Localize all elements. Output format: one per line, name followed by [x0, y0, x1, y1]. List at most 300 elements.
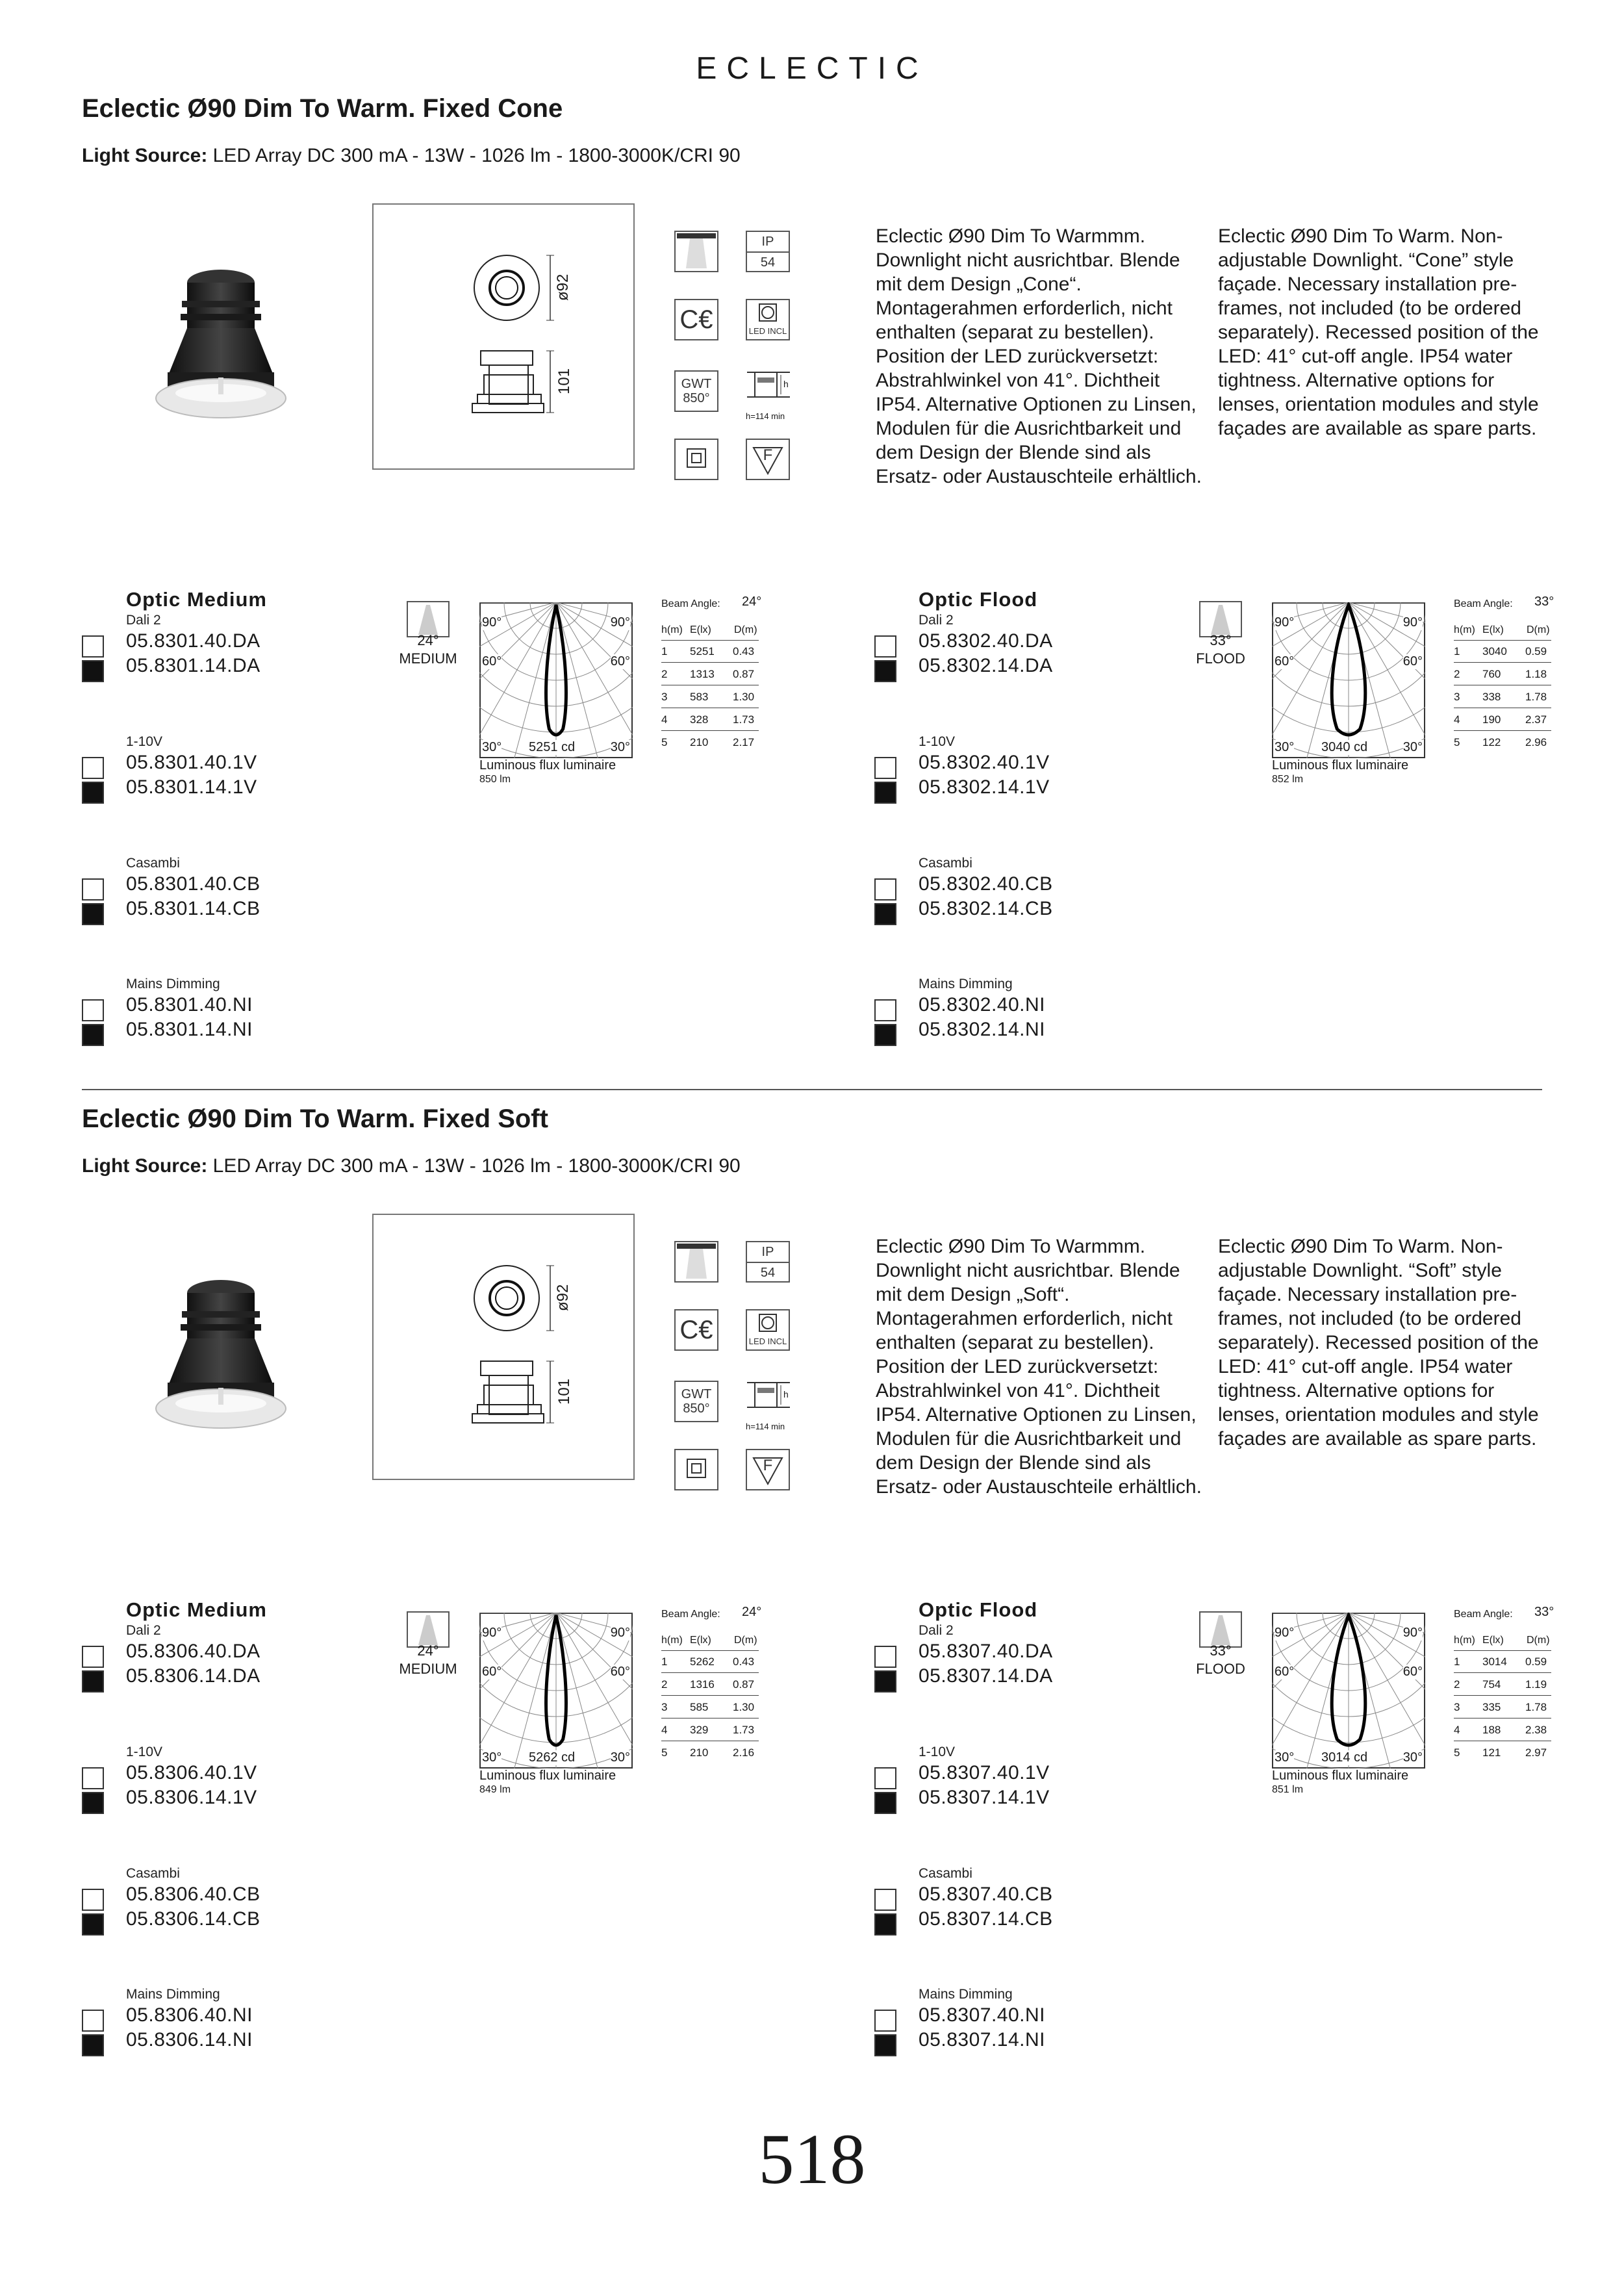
polar-label-90-right: 90° [1402, 1626, 1423, 1640]
ip-value: 54 [760, 1266, 776, 1280]
table-cell: 585 [690, 1701, 709, 1713]
class-ii-icon [674, 439, 718, 480]
beam-angle-label: Beam Angle: [1454, 1609, 1513, 1620]
white-finish-swatch [874, 1646, 896, 1668]
f-mark-text: F [763, 446, 773, 464]
ip-rating-icon [746, 1241, 790, 1283]
polar-max-intensity: 5262 cd [529, 1750, 576, 1765]
product-title: Eclectic Ø90 Dim To Warm. Fixed Cone [82, 94, 563, 123]
polar-label-90-right: 90° [610, 615, 630, 630]
luminous-flux-label: Luminous flux luminaire [479, 1769, 616, 1783]
table-row [1454, 1698, 1551, 1718]
article-code: 05.8306.14.1V [126, 1787, 257, 1808]
table-header [661, 620, 759, 641]
article-code: 05.8306.14.NI [126, 2029, 253, 2050]
brand-title: ECLECTIC [696, 51, 928, 86]
light-source [82, 145, 741, 167]
table-cell: 0.59 [1525, 645, 1547, 658]
polar-label-90-left: 90° [482, 615, 502, 630]
article-code: 05.8302.14.1V [919, 776, 1050, 798]
dimming-group-label: Dali 2 [919, 1623, 954, 1638]
black-finish-swatch [874, 1670, 896, 1693]
table-cell: 5 [661, 1746, 668, 1759]
white-finish-swatch [874, 1767, 896, 1789]
table-row [1454, 643, 1551, 663]
f-mark-icon [746, 439, 790, 480]
table-cell: 5 [1454, 736, 1460, 748]
table-header [1454, 1631, 1551, 1651]
table-cell: 338 [1482, 691, 1501, 703]
article-code: 05.8302.40.CB [919, 873, 1053, 895]
optic-block [82, 1598, 848, 2105]
table-cell: 2 [1454, 668, 1460, 680]
white-finish-swatch [82, 757, 104, 779]
dimming-group-label: 1-10V [126, 734, 163, 749]
f-mark-text: F [763, 1457, 773, 1474]
polar-max-intensity: 3014 cd [1321, 1750, 1368, 1765]
polar-max-intensity: 5251 cd [529, 740, 576, 754]
table-header [1454, 620, 1551, 641]
table-cell: 1 [1454, 645, 1460, 658]
article-code: 05.8307.14.NI [919, 2029, 1045, 2050]
optic-block [82, 588, 848, 1095]
beam-angle-label: Beam Angle: [661, 1609, 720, 1620]
table-cell: 329 [690, 1724, 709, 1736]
table-cell: 1.18 [1525, 668, 1547, 680]
polar-label-60-left: 60° [1275, 1665, 1295, 1679]
table-row [1454, 665, 1551, 685]
table-cell: 122 [1482, 736, 1501, 748]
article-code: 05.8306.40.1V [126, 1762, 257, 1783]
table-cell: 2.37 [1525, 713, 1547, 726]
polar-curve [479, 602, 633, 761]
table-header-cell: E(lx) [1482, 624, 1504, 635]
white-finish-swatch [82, 2010, 104, 2032]
table-header-cell: D(m) [1527, 624, 1550, 635]
table-cell: 2.96 [1525, 736, 1547, 748]
polar-curve [1272, 1613, 1425, 1772]
polar-label-90-left: 90° [482, 1626, 502, 1640]
table-cell: 0.59 [1525, 1655, 1547, 1668]
table-cell: 0.87 [733, 1678, 755, 1691]
table-row [661, 1721, 759, 1741]
luminous-flux-label: Luminous flux luminaire [1272, 758, 1409, 773]
article-code: 05.8302.40.DA [919, 630, 1053, 652]
section-divider [82, 1089, 1542, 1090]
table-row [661, 665, 759, 685]
table-row [661, 643, 759, 663]
beam-angle-label: Beam Angle: [661, 598, 720, 609]
recess-depth-h: h [783, 379, 789, 389]
table-cell: 3 [661, 691, 668, 703]
table-cell: 2 [661, 1678, 668, 1691]
luminous-flux-label: Luminous flux luminaire [1272, 1769, 1409, 1783]
class-ii-icon [674, 1449, 718, 1490]
table-cell: 3 [1454, 1701, 1460, 1713]
luminous-flux-value: 851 lm [1272, 1784, 1304, 1795]
dimension-drawing [372, 1214, 635, 1480]
dimming-group-label: Mains Dimming [126, 1987, 220, 2002]
light-source [82, 1155, 741, 1177]
article-code: 05.8302.14.DA [919, 655, 1053, 676]
table-row [661, 711, 759, 731]
recess-depth-icon [746, 1376, 791, 1425]
dimming-group-label: Mains Dimming [919, 1987, 1013, 2002]
luminous-flux-value: 852 lm [1272, 774, 1304, 785]
article-code: 05.8301.40.CB [126, 873, 260, 895]
optic-title: Optic Medium [126, 1598, 267, 1621]
article-code: 05.8307.40.NI [919, 2004, 1045, 2026]
article-code: 05.8301.14.1V [126, 776, 257, 798]
table-cell: 1.73 [733, 1724, 755, 1736]
polar-label-60-left: 60° [482, 654, 502, 669]
light-source-value: LED Array DC 300 mA - 13W - 1026 lm - 1800-3000K/CRI 90 [207, 145, 741, 166]
black-finish-swatch [82, 782, 104, 804]
table-row [1454, 1744, 1551, 1763]
polar-label-60-right: 60° [610, 1665, 630, 1679]
beam-icon-angle: 33° [1210, 1642, 1232, 1659]
table-cell: 2 [1454, 1678, 1460, 1691]
table-cell: 5 [1454, 1746, 1460, 1759]
article-code: 05.8307.40.DA [919, 1641, 1053, 1662]
black-finish-swatch [82, 660, 104, 682]
recess-depth-h: h [783, 1389, 789, 1399]
article-code: 05.8307.40.CB [919, 1884, 1053, 1905]
table-cell: 0.43 [733, 645, 755, 658]
optic-block [874, 588, 1624, 1095]
table-header-cell: D(m) [734, 624, 757, 635]
table-cell: 1 [661, 1655, 668, 1668]
luminous-flux-value: 850 lm [479, 774, 511, 785]
description-german: Eclectic Ø90 Dim To Warmmm. Downlight nicht ausrichtbar. Blende mit dem Design „Soft“. Montagerahmen erforderlich, nicht enthalten (separat zu bestellen). Position der LED zurückversetzt: Abstrahlwinkel von 41°. Dichtheit IP54. Alternative Optionen zu Linsen, Modulen für die Ausrichtbarkeit und dem Design der Blende sind als Ersatz- oder Austauschteile erhältlich. [876, 1236, 1202, 1498]
description-german: Eclectic Ø90 Dim To Warmmm. Downlight nicht ausrichtbar. Blende mit dem Design „Cone“. Montagerahmen erforderlich, nicht enthalten (separat zu bestellen). Position der LED zurückversetzt: Abstrahlwinkel von 41°. Dichtheit IP54. Alternative Optionen zu Linsen, Modulen für die Ausrichtbarkeit und dem Design der Blende sind als Ersatz- oder Austauschteile erhältlich. [876, 225, 1202, 487]
polar-label-90-left: 90° [1275, 1626, 1295, 1640]
article-code: 05.8307.14.1V [919, 1787, 1050, 1808]
optics-row [0, 588, 1624, 1095]
table-cell: 583 [690, 691, 709, 703]
illuminance-table [661, 594, 765, 763]
table-header [661, 1631, 759, 1651]
beam-angle-value: 24° [742, 1605, 762, 1619]
dimming-group-label: 1-10V [919, 1744, 956, 1759]
article-code: 05.8307.14.CB [919, 1908, 1053, 1930]
polar-label-60-left: 60° [482, 1665, 502, 1679]
luminous-flux-label: Luminous flux luminaire [479, 758, 616, 773]
drawing-front-view [374, 1215, 636, 1485]
table-cell: 210 [690, 736, 709, 748]
glow-wire-test-icon [674, 370, 718, 412]
illuminance-table [1454, 1605, 1558, 1774]
white-finish-swatch [874, 878, 896, 901]
table-cell: 121 [1482, 1746, 1501, 1759]
optic-block [874, 1598, 1624, 2105]
table-header-cell: D(m) [1527, 1635, 1550, 1646]
table-row [661, 1698, 759, 1718]
table-cell: 1.78 [1525, 1701, 1547, 1713]
article-code: 05.8301.14.CB [126, 898, 260, 919]
dimming-group-label: Mains Dimming [126, 977, 220, 991]
gwt-label: GWT [681, 1387, 712, 1401]
led-included-icon [746, 1309, 790, 1351]
table-cell: 0.87 [733, 668, 755, 680]
white-finish-swatch [82, 999, 104, 1021]
table-cell: 3 [661, 1701, 668, 1713]
beam-icon-label: FLOOD [1196, 1661, 1245, 1677]
led-included-text: LED INCL [748, 1336, 787, 1346]
certification-icons [674, 231, 798, 504]
dimming-group-label: Casambi [919, 1866, 972, 1881]
table-row [661, 734, 759, 753]
black-finish-swatch [82, 903, 104, 925]
polar-label-30-right: 30° [610, 1750, 630, 1765]
black-finish-swatch [874, 2034, 896, 2056]
recessed-icon [674, 1241, 718, 1283]
dimming-group-label: Casambi [919, 856, 972, 871]
black-finish-swatch [874, 903, 896, 925]
polar-label-30-right: 30° [1402, 740, 1423, 754]
table-cell: 2.38 [1525, 1724, 1547, 1736]
gwt-value: 850° [683, 391, 710, 405]
gwt-label: GWT [681, 377, 712, 391]
polar-light-distribution-chart [479, 602, 633, 758]
dimming-group-label: Casambi [126, 856, 180, 871]
table-cell: 1.30 [733, 691, 755, 703]
beam-icon-label: FLOOD [1196, 650, 1245, 667]
table-cell: 3040 [1482, 645, 1507, 658]
table-header-cell: h(m) [1454, 1635, 1475, 1646]
black-finish-swatch [874, 782, 896, 804]
table-cell: 1 [1454, 1655, 1460, 1668]
ip-rating-icon [746, 231, 790, 272]
table-cell: 335 [1482, 1701, 1501, 1713]
illuminance-table [661, 1605, 765, 1774]
article-code: 05.8307.14.DA [919, 1665, 1053, 1687]
beam-icon-angle: 24° [417, 632, 439, 648]
table-cell: 3014 [1482, 1655, 1507, 1668]
dimension-height: 101 [555, 1378, 573, 1405]
ip-label: IP [747, 1242, 789, 1263]
certification-icons [674, 1241, 798, 1514]
white-finish-swatch [874, 1889, 896, 1911]
polar-label-60-right: 60° [1402, 654, 1423, 669]
dimension-height: 101 [555, 368, 573, 394]
table-cell: 2.16 [733, 1746, 755, 1759]
polar-label-30-left: 30° [482, 1750, 502, 1765]
table-cell: 2 [661, 668, 668, 680]
black-finish-swatch [874, 1913, 896, 1935]
article-code: 05.8301.40.DA [126, 630, 260, 652]
f-mark-icon [746, 1449, 790, 1490]
ip-label: IP [747, 232, 789, 253]
table-row [1454, 711, 1551, 731]
led-included-text: LED INCL [748, 326, 787, 336]
table-cell: 328 [690, 713, 709, 726]
black-finish-swatch [874, 660, 896, 682]
dimming-group-label: Dali 2 [126, 1623, 161, 1638]
ip-value: 54 [760, 255, 776, 270]
recess-depth-label: h=114 min [746, 411, 785, 421]
polar-label-60-right: 60° [1402, 1665, 1423, 1679]
white-finish-swatch [874, 2010, 896, 2032]
product-section [0, 1105, 1624, 2118]
table-row [1454, 1721, 1551, 1741]
article-code: 05.8307.40.1V [919, 1762, 1050, 1783]
dimension-diameter: ø92 [554, 274, 572, 301]
polar-label-30-left: 30° [482, 740, 502, 754]
polar-label-30-right: 30° [610, 740, 630, 754]
recess-depth-icon [746, 366, 791, 415]
table-cell: 754 [1482, 1678, 1501, 1691]
table-cell: 4 [661, 713, 668, 726]
polar-label-90-left: 90° [1275, 615, 1295, 630]
black-finish-swatch [82, 1024, 104, 1046]
table-cell: 760 [1482, 668, 1501, 680]
light-source-label: Light Source: [82, 145, 208, 166]
polar-max-intensity: 3040 cd [1321, 740, 1368, 754]
white-finish-swatch [82, 1889, 104, 1911]
white-finish-swatch [82, 635, 104, 658]
table-cell: 4 [1454, 1724, 1460, 1736]
ce-mark-text: C€ [679, 305, 713, 334]
polar-label-90-right: 90° [610, 1626, 630, 1640]
recessed-icon [674, 231, 718, 272]
polar-label-30-left: 30° [1275, 740, 1295, 754]
table-cell: 4 [1454, 713, 1460, 726]
table-header-cell: h(m) [661, 1635, 683, 1646]
optics-row [0, 1598, 1624, 2105]
table-cell: 5 [661, 736, 668, 748]
beam-angle-value: 33° [1534, 1605, 1554, 1619]
description-english: Eclectic Ø90 Dim To Warm. Non-adjustable Downlight. “Soft” style façade. Necessary installation pre-frames, not included (to be ordered separately). Recessed position of the LED: 41° cut-off angle. IP54 water tightness. Alternative options for lenses, orientation modules and style façades are available as spare parts. [1218, 1236, 1539, 1450]
black-finish-swatch [874, 1024, 896, 1046]
black-finish-swatch [874, 1792, 896, 1814]
table-cell: 1.78 [1525, 691, 1547, 703]
beam-icon-angle: 33° [1210, 632, 1232, 648]
article-code: 05.8306.40.CB [126, 1884, 260, 1905]
dimming-group-label: Mains Dimming [919, 977, 1013, 991]
led-included-icon [746, 299, 790, 340]
dimming-group-label: Casambi [126, 1866, 180, 1881]
luminous-flux-value: 849 lm [479, 1784, 511, 1795]
black-finish-swatch [82, 1670, 104, 1693]
table-row [661, 1653, 759, 1673]
table-cell: 2.97 [1525, 1746, 1547, 1759]
table-row [661, 1676, 759, 1696]
page-number: 518 [758, 2119, 866, 2199]
polar-label-90-right: 90° [1402, 615, 1423, 630]
polar-light-distribution-chart [1272, 602, 1425, 758]
dimming-group-label: Dali 2 [919, 613, 954, 628]
table-cell: 1313 [690, 668, 715, 680]
table-header-cell: D(m) [734, 1635, 757, 1646]
article-code: 05.8301.14.NI [126, 1019, 253, 1040]
light-source-label: Light Source: [82, 1155, 208, 1177]
article-code: 05.8302.40.NI [919, 994, 1045, 1016]
ce-mark-icon [674, 299, 718, 340]
polar-curve [1272, 602, 1425, 761]
illuminance-table [1454, 594, 1558, 763]
article-code: 05.8301.40.1V [126, 752, 257, 773]
white-finish-swatch [82, 878, 104, 901]
table-cell: 3 [1454, 691, 1460, 703]
ce-mark-text: C€ [679, 1316, 713, 1344]
article-code: 05.8302.14.NI [919, 1019, 1045, 1040]
light-source-value: LED Array DC 300 mA - 13W - 1026 lm - 1800-3000K/CRI 90 [207, 1155, 741, 1177]
table-cell: 190 [1482, 713, 1501, 726]
table-row [1454, 734, 1551, 753]
article-code: 05.8302.14.CB [919, 898, 1053, 919]
product-section [0, 94, 1624, 1108]
optic-title: Optic Medium [126, 588, 267, 611]
article-code: 05.8306.40.NI [126, 2004, 253, 2026]
table-cell: 2.17 [733, 736, 755, 748]
polar-label-30-right: 30° [1402, 1750, 1423, 1765]
article-code: 05.8306.40.DA [126, 1641, 260, 1662]
polar-light-distribution-chart [479, 1613, 633, 1769]
beam-angle-value: 24° [742, 594, 762, 609]
white-finish-swatch [82, 1646, 104, 1668]
product-title: Eclectic Ø90 Dim To Warm. Fixed Soft [82, 1105, 548, 1133]
recess-depth-label: h=114 min [746, 1422, 785, 1431]
dimension-drawing [372, 203, 635, 470]
table-cell: 0.43 [733, 1655, 755, 1668]
table-row [1454, 1676, 1551, 1696]
table-row [661, 1744, 759, 1763]
black-finish-swatch [82, 1792, 104, 1814]
article-code: 05.8306.14.CB [126, 1908, 260, 1930]
drawing-front-view [374, 205, 636, 474]
article-code: 05.8302.40.1V [919, 752, 1050, 773]
beam-icon-angle: 24° [417, 1642, 439, 1659]
dimming-group-label: Dali 2 [126, 613, 161, 628]
table-cell: 5251 [690, 645, 715, 658]
table-cell: 1.19 [1525, 1678, 1547, 1691]
dimming-group-label: 1-10V [919, 734, 956, 749]
table-row [1454, 1653, 1551, 1673]
gwt-value: 850° [683, 1401, 710, 1416]
beam-icon-label: MEDIUM [399, 1661, 457, 1677]
white-finish-swatch [874, 999, 896, 1021]
article-code: 05.8301.14.DA [126, 655, 260, 676]
dimming-group-label: 1-10V [126, 1744, 163, 1759]
table-header-cell: h(m) [661, 624, 683, 635]
description-english: Eclectic Ø90 Dim To Warm. Non-adjustable Downlight. “Cone” style façade. Necessary installation pre-frames, not included (to be ordered separately). Recessed position of the LED: 41° cut-off angle. IP54 water tightness. Alternative options for lenses, orientation modules and style façades are available as spare parts. [1218, 225, 1539, 439]
table-cell: 1.73 [733, 713, 755, 726]
table-cell: 1 [661, 645, 668, 658]
beam-angle-value: 33° [1534, 594, 1554, 609]
product-photo [149, 1260, 292, 1455]
dimension-diameter: ø92 [554, 1284, 572, 1311]
product-photo [149, 250, 292, 445]
glow-wire-test-icon [674, 1381, 718, 1422]
white-finish-swatch [874, 757, 896, 779]
white-finish-swatch [82, 1767, 104, 1789]
article-code: 05.8301.40.NI [126, 994, 253, 1016]
table-header-cell: E(lx) [690, 1635, 711, 1646]
table-cell: 5262 [690, 1655, 715, 1668]
table-cell: 1316 [690, 1678, 715, 1691]
table-cell: 210 [690, 1746, 709, 1759]
beam-icon-label: MEDIUM [399, 650, 457, 667]
optic-title: Optic Flood [919, 1598, 1038, 1621]
table-cell: 1.30 [733, 1701, 755, 1713]
polar-label-60-left: 60° [1275, 654, 1295, 669]
polar-light-distribution-chart [1272, 1613, 1425, 1769]
article-code: 05.8306.14.DA [126, 1665, 260, 1687]
polar-curve [479, 1613, 633, 1772]
beam-angle-label: Beam Angle: [1454, 598, 1513, 609]
table-header-cell: E(lx) [1482, 1635, 1504, 1646]
